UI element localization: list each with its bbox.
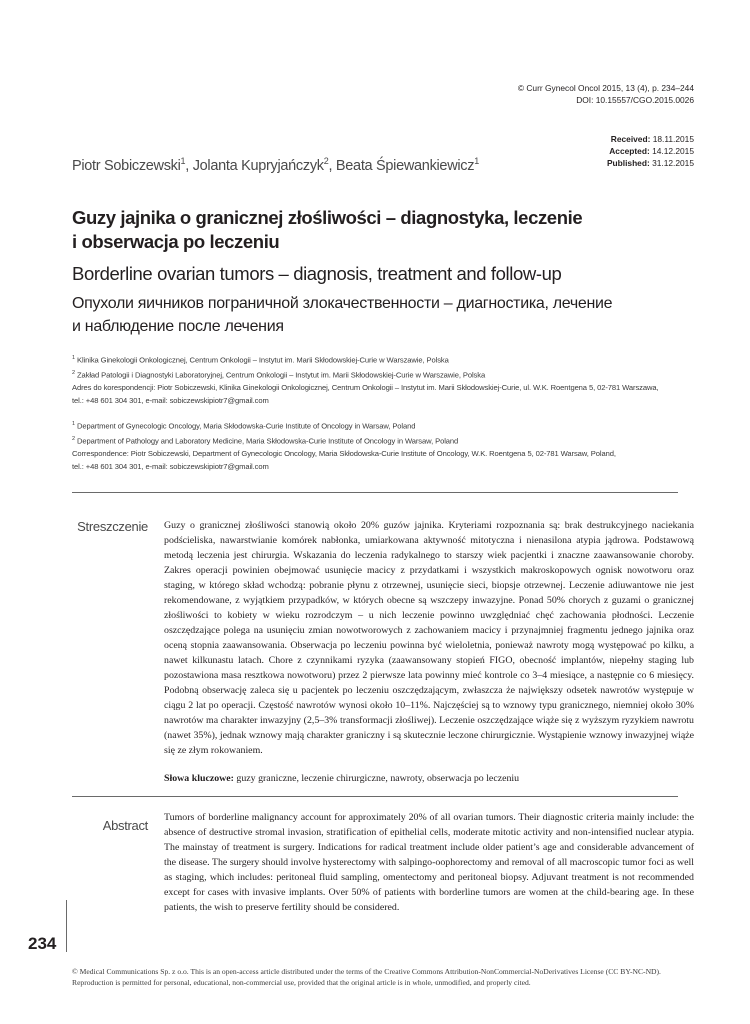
title-polish: Guzy jajnika o granicznej złośliwości – diagnostyka, leczenie i obserwacja po leczeniu xyxy=(72,207,583,252)
journal-citation xyxy=(518,82,694,106)
affiliation-1: $^1$ Department of Gynecologic Oncology, Maria Skłodowska-Curie Institute of Oncology in Warsaw, Poland xyxy=(72,421,416,431)
affiliation-2: $^2$ Department of Pathology and Laboratory Medicine, Maria Skłodowska-Curie Institute of Oncology in Warsaw, Poland xyxy=(72,436,459,446)
abstract-english-text: Tumors of borderline malignancy account for approximately 20% of all ovarian tumors. Their diagnostic criteria mainly include: the absence of destructive stromal invasion, stratification of epithelial cells, moderate mitotic activity and non-intensified nuclear atypia. The mainstay of treatment is surgery. Indications for radical treatment include older patient’s age and considerable advancement of the disease. The surgery should involve hysterectomy with salpingo-oophorectomy and removal of all macroscopic tumor foci as well as staging, which includes: peritoneal fluid sampling, omentectomy and peritoneal biopsy. Adjuvant treatment is not recommended except for cases with invasive implants. Over 50% of patients with borderline tumors are women at the child-bearing age. In these patients, the wish to preserve fertility should be considered. xyxy=(164,812,694,913)
keywords-value: guzy graniczne, leczenie chirurgiczne, nawroty, obserwacja po leczeniu xyxy=(233,773,520,784)
author-name: Jolanta Kupryjańczyk xyxy=(192,157,324,174)
received-date: Received: 18.11.2015 xyxy=(610,134,694,144)
citation-line: © Curr Gynecol Oncol 2015, 13 (4), p. 234–244 xyxy=(517,83,694,93)
author-list: Piotr Sobiczewski$^1$, Jolanta Kupryjańczyk$^2$, Beata Śpiewankiewicz$^1$ xyxy=(72,156,479,174)
correspondence: Correspondence: Piotr Sobiczewski, Department of Gynecologic Oncology, Maria Skłodowska-Curie Institute of Oncology, W.K. Roentgena 5, 02-781 Warsaw, Poland, xyxy=(72,449,616,459)
abstract-polish-text: Guzy o granicznej złośliwości stanowią około 20% guzów jajnika. Kryteriami rozpoznania są: brak destrukcyjnego naciekania podścieliska, nawarstwianie komórek nabłonka, umiarkowana aktywność mitotyczna i nienasilona atypia jądrowa. Podstawową metodą leczenia jest chirurgia. Wskazania do leczenia radykalnego to starszy wiek pacjentki i znaczne zaawansowanie choroby. Zakres operacji powinien obejmować usunięcie macicy z przydatkami i wszystkich makroskopowych ognisk nowotworu oraz staging, w którego skład wchodzą: pobranie płynu z otrzewnej, usunięcie sieci, biopsje otrzewnej. Leczenie adiuwantowe nie jest rekomendowane, z wyjątkiem przypadków, w których obecne są wszczepy inwazyjne. Ponad 50% chorych z guzami o granicznej złośliwości to kobiety w wieku rozrodczym – u nich leczenie powinno uwzględniać chęć zachowania płodności. Leczenie oszczędzające polega na usunięciu zmian nowotworowych z zachowaniem macicy i przynajmniej fragmentu jednego jajnika oraz oceną stopnia zaawansowania. Obserwacja po leczeniu powinna być wieloletnia, ponieważ nawroty mogą występować po kilku, a nawet kilkunastu latach. Chore z czynnikami ryzyka (zaawansowany stopień FIGO, obecność implantów, niepełny staging lub pozostawiona masa resztkowa nowotworu) przez 2 pierwsze lata powinny mieć kontrole co 3–4 miesiące, a następnie co 6 miesięcy. Podobną obserwację zaleca się u pacjentek po leczeniu oszczędzającym, zwłaszcza że największy odsetek nawrotów występuje w ciągu 2 lat po operacji. Częstość nawrotów wynosi około 10–11%. Najczęściej są to wznowy typu granicznego, niemniej około 30% nawrotów ma charakter inwazyjny (2,5–3% transformacji złośliwej). Leczenie oszczędzające wiąże się z wyższym ryzykiem nawrotu (nawet 35%), jednak wznowy mają charakter graniczny i są skutecznie leczone chirurgicznie. Wystąpienie wznowy inwazyjnej wiąże się ze złym rokowaniem. xyxy=(164,520,694,756)
page-number: 234 xyxy=(28,934,57,953)
keywords-label: Słowa kluczowe: xyxy=(164,773,234,784)
affiliations-english xyxy=(72,418,662,473)
section-divider xyxy=(72,796,678,797)
title-russian: Опухоли яичников пограничной злокачественности – диагностика, лечение и наблюдение после лечения xyxy=(72,295,613,335)
affiliation-2: $^2$ Zakład Patologii i Diagnostyki Laboratoryjnej, Centrum Onkologii – Instytut im. Marii Skłodowskiej-Curie w Warszawie, Polska xyxy=(72,370,486,380)
author-affil-sup: 2 xyxy=(323,156,329,166)
header-divider xyxy=(72,492,678,493)
section-label-abstract: Abstract xyxy=(102,818,148,833)
page-number-rule xyxy=(66,900,67,952)
author-name: Piotr Sobiczewski xyxy=(72,157,181,174)
section-label-streszczenie: Streszczenie xyxy=(77,519,148,534)
affiliation-1: $^1$ Klinika Ginekologii Onkologicznej, Centrum Onkologii – Instytut im. Marii Skłodowskiej-Curie w Warszawie, Polska xyxy=(72,355,449,365)
license-footer: © Medical Communications Sp. z o.o. This is an open-access article distributed under the terms of the Creative Commons Attribution-NonCommercial-NoDerivatives License (CC BY-NC-ND). Reproduction is permitted for personal, educational, non-commercial use, provided that the original article is in whole, unmodified, and properly cited. xyxy=(72,967,661,987)
published-date: Published: 31.12.2015 xyxy=(606,158,694,168)
title-english: Borderline ovarian tumors – diagnosis, treatment and follow-up xyxy=(72,263,562,284)
accepted-date: Accepted: 14.12.2015 xyxy=(609,146,694,156)
affiliations-polish xyxy=(72,352,662,407)
keywords-polish xyxy=(164,771,694,786)
doi-line: DOI: 10.15557/CGO.2015.0026 xyxy=(576,95,694,105)
author-name: Beata Śpiewankiewicz xyxy=(335,157,475,174)
correspondence-contact: tel.: +48 601 304 301, e-mail: sobiczewskipiotr7@gmail.com xyxy=(72,395,269,405)
author-affil-sup: 1 xyxy=(474,156,479,166)
article-dates xyxy=(607,133,694,169)
author-affil-sup: 1 xyxy=(180,156,186,166)
correspondence: Adres do korespondencji: Piotr Sobiczewski, Klinika Ginekologii Onkologicznej, Centrum Onkologii – Instytut im. Marii Skłodowskiej-Curie, ul. W.K. Roentgena 5, 02-781 Warszawa, xyxy=(72,383,659,393)
correspondence-contact: tel.: +48 601 304 301, e-mail: sobiczewskipiotr7@gmail.com xyxy=(72,461,269,471)
